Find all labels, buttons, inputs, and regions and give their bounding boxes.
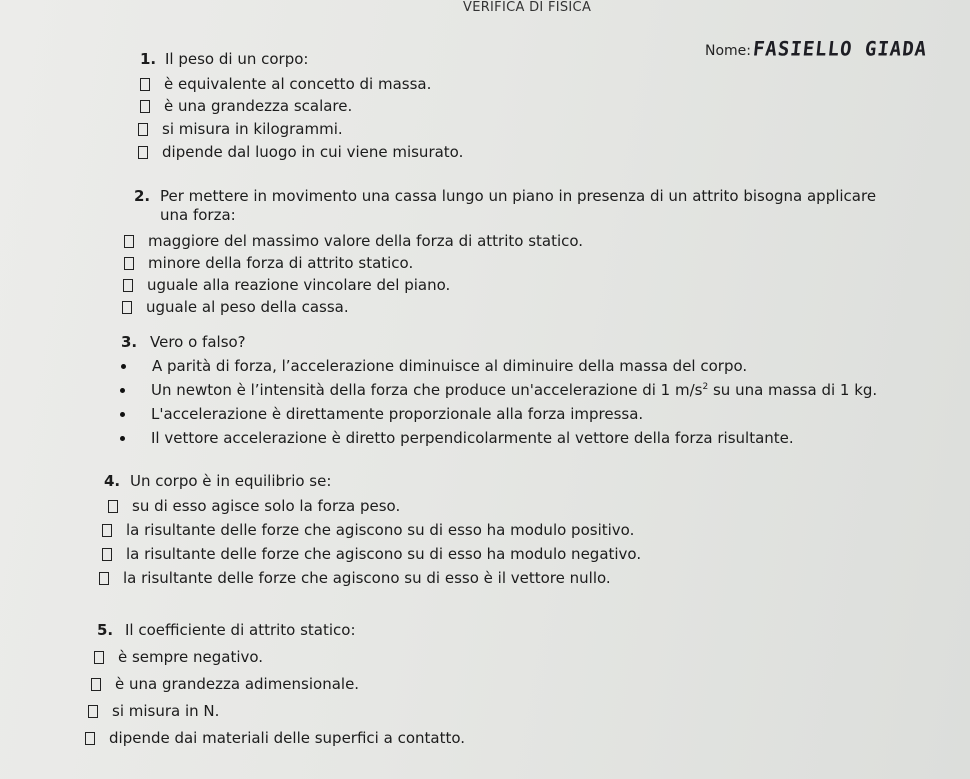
answer-option[interactable] (140, 75, 431, 93)
checkbox[interactable] (123, 279, 133, 292)
true-false-statement (120, 405, 643, 423)
question-number: 4. (104, 472, 121, 490)
bullet-icon (120, 388, 125, 393)
option-label: la risultante delle forze che agiscono su di esso è il vettore nullo. (123, 569, 611, 587)
question-number: 5. (97, 621, 114, 639)
handwritten-student-name: FASIELLO GIADA (751, 37, 929, 61)
worksheet-title: VERIFICA DI FISICA (463, 0, 592, 15)
checkbox[interactable] (85, 732, 95, 745)
question-text: Per mettere in movimento una cassa lungo un piano in presenza di un attrito bisogna applicare una forza: (160, 187, 877, 224)
answer-option[interactable] (138, 143, 463, 161)
answer-option[interactable] (88, 702, 219, 720)
option-label: è una grandezza adimensionale. (115, 675, 360, 693)
checkbox[interactable] (138, 146, 148, 159)
checkbox[interactable] (99, 572, 109, 585)
option-label: si misura in N. (112, 702, 220, 720)
question-number: 1. (140, 50, 157, 68)
statement-text: Il vettore accelerazione è diretto perpendicolarmente al vettore della forza risultante. (151, 429, 794, 447)
checkbox[interactable] (102, 548, 112, 561)
checkbox[interactable] (140, 100, 150, 113)
option-label: su di esso agisce solo la forza peso. (132, 497, 401, 515)
answer-option[interactable] (99, 569, 611, 587)
option-label: la risultante delle forze che agiscono su di esso ha modulo positivo. (126, 521, 635, 539)
checkbox[interactable] (91, 678, 101, 691)
question-text: Il peso di un corpo: (165, 50, 309, 68)
true-false-statement (120, 429, 794, 447)
answer-option[interactable] (102, 545, 641, 563)
answer-option[interactable] (122, 298, 349, 316)
question-number: 3. (121, 333, 138, 351)
bullet-icon (120, 436, 125, 441)
answer-option[interactable] (124, 232, 583, 250)
answer-option[interactable] (140, 97, 352, 115)
checkbox[interactable] (108, 500, 118, 513)
statement-text: A parità di forza, l’accelerazione diminuisce al diminuire della massa del corpo. (152, 357, 748, 375)
answer-option[interactable] (108, 497, 400, 515)
option-label: si misura in kilogrammi. (162, 120, 343, 138)
statement-text: Un newton è l’intensità della forza che produce un'accelerazione di 1 $m/s^2$ su una massa di 1 kg. (151, 381, 878, 399)
option-label: è sempre negativo. (118, 648, 264, 666)
checkbox[interactable] (140, 78, 150, 91)
option-label: dipende dal luogo in cui viene misurato. (162, 143, 464, 161)
true-false-statement (120, 381, 877, 399)
option-label: la risultante delle forze che agiscono su di esso ha modulo negativo. (126, 545, 642, 563)
student-name-row (705, 38, 927, 60)
question-text: Un corpo è in equilibrio se: (130, 472, 332, 490)
option-label: minore della forza di attrito statico. (148, 254, 414, 272)
answer-option[interactable] (85, 729, 465, 747)
bullet-icon (120, 412, 125, 417)
option-label: è una grandezza scalare. (164, 97, 353, 115)
name-label: Nome: (705, 43, 752, 59)
bullet-icon (121, 364, 126, 369)
checkbox[interactable] (138, 123, 148, 136)
option-label: uguale alla reazione vincolare del piano. (147, 276, 451, 294)
answer-option[interactable] (94, 648, 263, 666)
option-label: maggiore del massimo valore della forza di attrito statico. (148, 232, 584, 250)
question-text: Vero o falso? (150, 333, 246, 351)
answer-option[interactable] (138, 120, 343, 138)
checkbox[interactable] (124, 257, 134, 270)
option-label: uguale al peso della cassa. (146, 298, 349, 316)
statement-text: L'accelerazione è direttamente proporzionale alla forza impressa. (151, 405, 644, 423)
checkbox[interactable] (122, 301, 132, 314)
option-label: dipende dai materiali delle superfici a contatto. (109, 729, 466, 747)
answer-option[interactable] (123, 276, 450, 294)
true-false-statement (121, 357, 747, 375)
checkbox[interactable] (88, 705, 98, 718)
checkbox[interactable] (94, 651, 104, 664)
question-number: 2. (134, 187, 151, 205)
answer-option[interactable] (102, 521, 634, 539)
option-label: è equivalente al concetto di massa. (164, 75, 432, 93)
checkbox[interactable] (102, 524, 112, 537)
question-text: Il coefficiente di attrito statico: (125, 621, 356, 639)
answer-option[interactable] (124, 254, 413, 272)
answer-option[interactable] (91, 675, 359, 693)
checkbox[interactable] (124, 235, 134, 248)
